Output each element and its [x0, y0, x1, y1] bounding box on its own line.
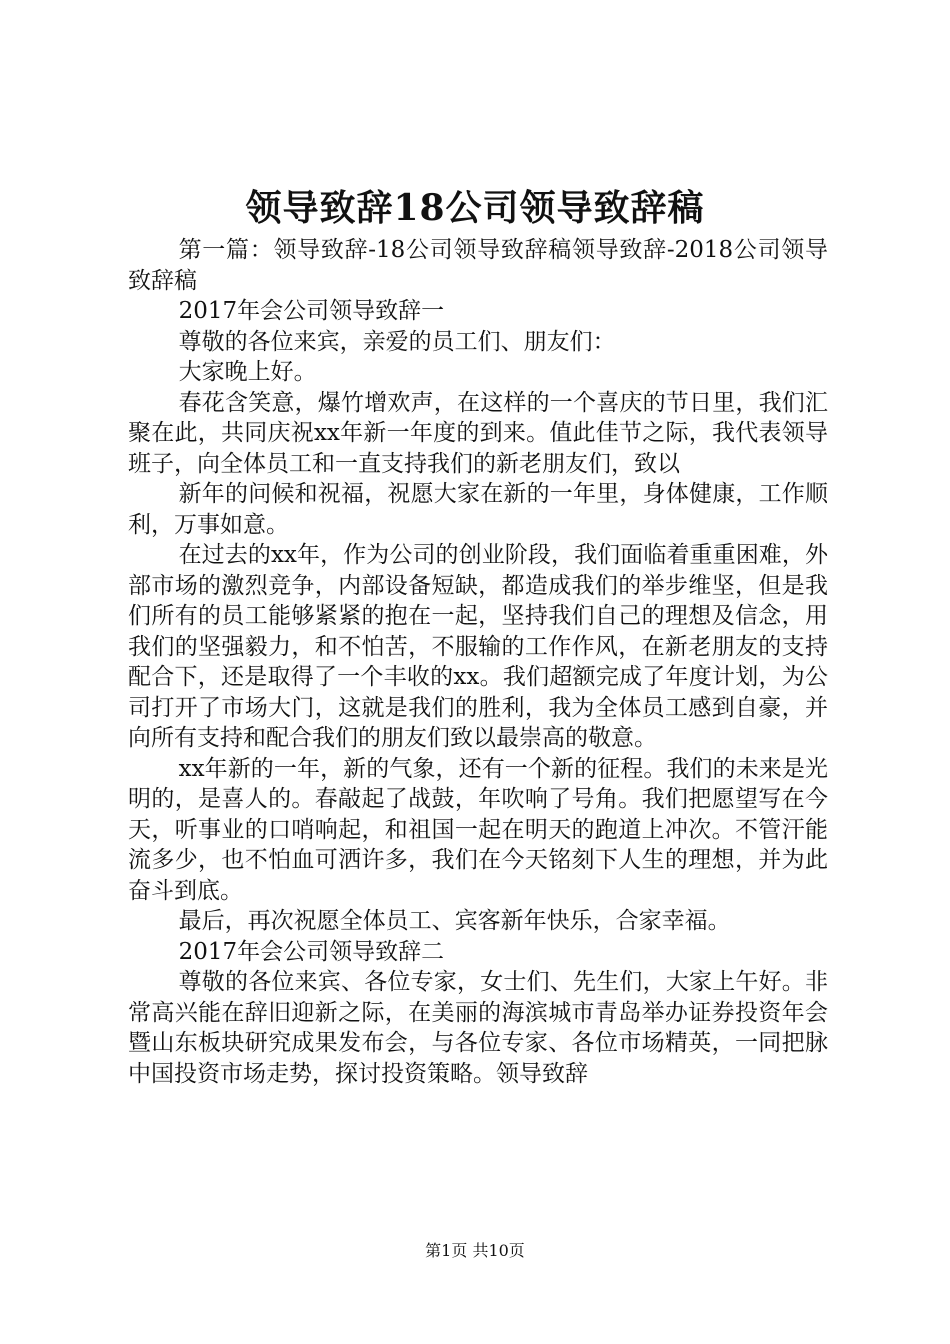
paragraph: 第一篇：领导致辞-18公司领导致辞稿领导致辞-2018公司领导致辞稿 [128, 237, 828, 294]
document-body [128, 235, 828, 1089]
document-title: 领导致辞18公司领导致辞稿 [245, 187, 705, 229]
paragraph: 新年的问候和祝福，祝愿大家在新的一年里，身体健康，工作顺利，万事如意。 [128, 481, 828, 538]
paragraph: 在过去的xx年，作为公司的创业阶段，我们面临着重重困难，外部市场的激烈竞争，内部设备短缺，都造成我们的举步维坚，但是我们所有的员工能够紧紧的抱在一起，坚持我们自己的理想及信念，用我们的坚强毅力，和不怕苦，不服输的工作作风，在新老朋友的支持配合下，还是取得了一个丰收的xx。我们超额完成了年度计划，为公司打开了市场大门，这就是我们的胜利，我为全体员工感到自豪，并向所有支持和配合我们的朋友们致以最崇高的敬意。 [128, 542, 828, 751]
page-footer: 第1页 共10页 [425, 1241, 525, 1260]
paragraph: 大家晚上好。 [178, 359, 317, 385]
paragraph: 春花含笑意，爆竹增欢声，在这样的一个喜庆的节日里，我们汇聚在此，共同庆祝xx年新一年度的到来。值此佳节之际，我代表领导班子，向全体员工和一直支持我们的新老朋友们，致以 [128, 389, 828, 477]
paragraph: 尊敬的各位来宾、各位专家，女士们、先生们，大家上午好。非常高兴能在辞旧迎新之际，在美丽的海滨城市青岛举办证券投资年会暨山东板块研究成果发布会，与各位专家、各位市场精英，一同把脉中国投资市场走势，探讨投资策略。领导致辞 [128, 969, 828, 1087]
paragraph: xx年新的一年，新的气象，还有一个新的征程。我们的未来是光明的，是喜人的。春敲起了战鼓，年吹响了号角。我们把愿望写在今天，听事业的口哨响起，和祖国一起在明天的跑道上冲次。不管汗能流多少，也不怕血可洒许多，我们在今天铭刻下人生的理想，并为此奋斗到底。 [128, 755, 828, 904]
paragraph: 2017年会公司领导致辞一 [178, 298, 445, 324]
paragraph: 尊敬的各位来宾，亲爱的员工们、朋友们： [178, 328, 616, 355]
paragraph: 2017年会公司领导致辞二 [178, 938, 445, 965]
paragraph: 最后，再次祝愿全体员工、宾客新年快乐，合家幸福。 [178, 908, 731, 934]
